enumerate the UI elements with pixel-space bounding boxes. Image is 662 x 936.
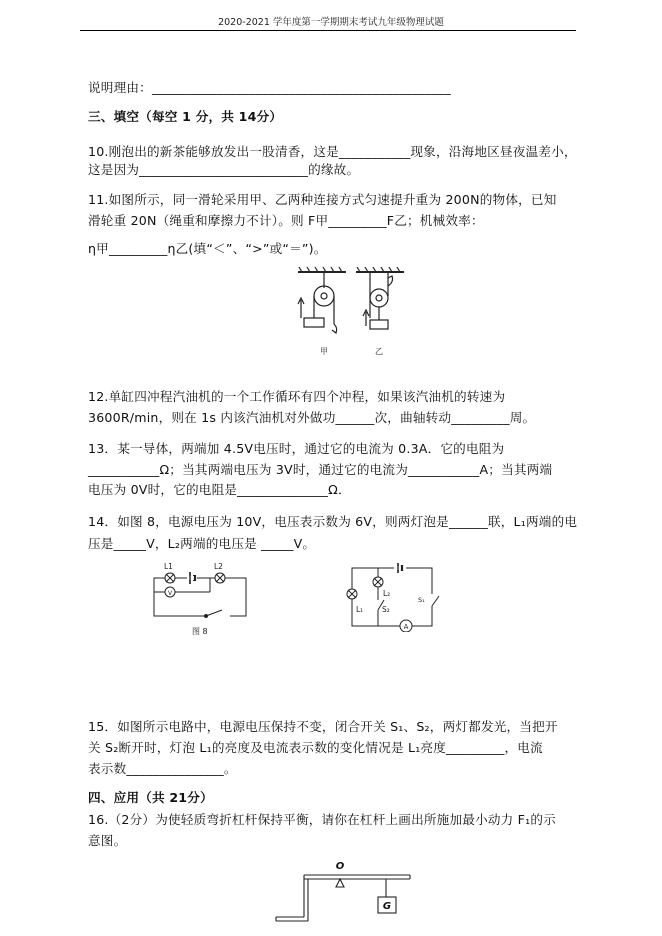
q15-line2: 关 S₂断开时，灯泡 L₁的亮度及电流表示数的变化情况是 L₁亮度_________，电流 (88, 740, 543, 755)
q15-line1: 15．如图所示电路中，电源电压保持不变，闭合开关 S₁、S₂，两灯都发光，当把开 (88, 719, 558, 734)
section-3-title: 三、填空（每空 1 分，共 14分） (88, 109, 283, 124)
fig2-l2-label: L₂ (383, 589, 391, 598)
weight-label: G (382, 901, 392, 912)
q13-line1: 13．某一导体，两端加 4.5V电压时，通过它的电流为 0.3A．它的电阻为 (88, 441, 505, 456)
ammeter-label: A (403, 623, 409, 631)
q13-line3: 电压为 0V时，它的电阻是______________Ω． (88, 482, 351, 497)
pulley-figure (290, 262, 410, 362)
q10-line2: 这是因为__________________________的缘故。 (88, 162, 360, 177)
fig8-l1-label: L1 (164, 562, 173, 571)
q11-line1: 11.如图所示，同一滑轮采用甲、乙两种连接方式匀速提升重为 200N的物体，已知 (88, 192, 557, 207)
fig8-caption: 图 8 (192, 627, 208, 636)
section-4-title: 四、应用（共 21分） (88, 790, 213, 805)
q12-line2: 3600R/min，则在 1s 内该汽油机对外做功______次，曲轴转动_________周。 (88, 410, 536, 425)
reason-line: 说明理由：______________________________________________ (88, 80, 451, 95)
pulley-label-a: 甲 (320, 347, 328, 356)
fig2-l1-label: L₁ (356, 605, 364, 614)
q14-line1: 14．如图 8，电源电压为 10V，电压表示数为 6V，则两灯泡是______联，L₁两端的电 (88, 514, 578, 529)
page-header: 2020-2021 学年度第一学期期末考试九年级物理试题 (218, 17, 444, 28)
fig8-l2-label: L2 (214, 562, 223, 571)
fig8-voltmeter-label: V (167, 590, 173, 597)
q10-line1: 10.刚泡出的新茶能够放发出一股清香，这是___________现象，沿海地区昼夜温差小， (88, 144, 577, 159)
circuit-figure-s1-s2 (340, 560, 440, 632)
header-divider (80, 30, 576, 31)
fulcrum-label: O (335, 861, 345, 872)
fig2-s1-label: S₁ (418, 596, 425, 604)
fig2-s2-label: S₂ (382, 605, 390, 614)
q14-line2: 压是_____V，L₂两端的电压是 _____V。 (88, 536, 316, 551)
q13-line2: ___________Ω；当其两端电压为 3V时，通过它的电流为___________A；当其两端 (88, 462, 553, 477)
lever-figure (270, 855, 420, 936)
q16-line2: 意图。 (88, 833, 127, 848)
pulley-label-b: 乙 (375, 347, 383, 356)
q11-line3: η甲_________η乙(填“＜”、“>”或“＝”)。 (88, 241, 327, 256)
circuit-figure-8 (146, 558, 256, 638)
q15-line3: 表示数_______________。 (88, 761, 237, 776)
q12-line1: 12.单缸四冲程汽油机的一个工作循环有四个冲程，如果该汽油机的转速为 (88, 389, 506, 404)
q11-line2: 滑轮重 20N（绳重和摩擦力不计）。则 F甲_________F乙；机械效率： (88, 213, 484, 228)
q16-line1: 16.（2分）为使轻质弯折杠杆保持平衡，请你在杠杆上画出所施加最小动力 F₁的示 (88, 812, 556, 827)
